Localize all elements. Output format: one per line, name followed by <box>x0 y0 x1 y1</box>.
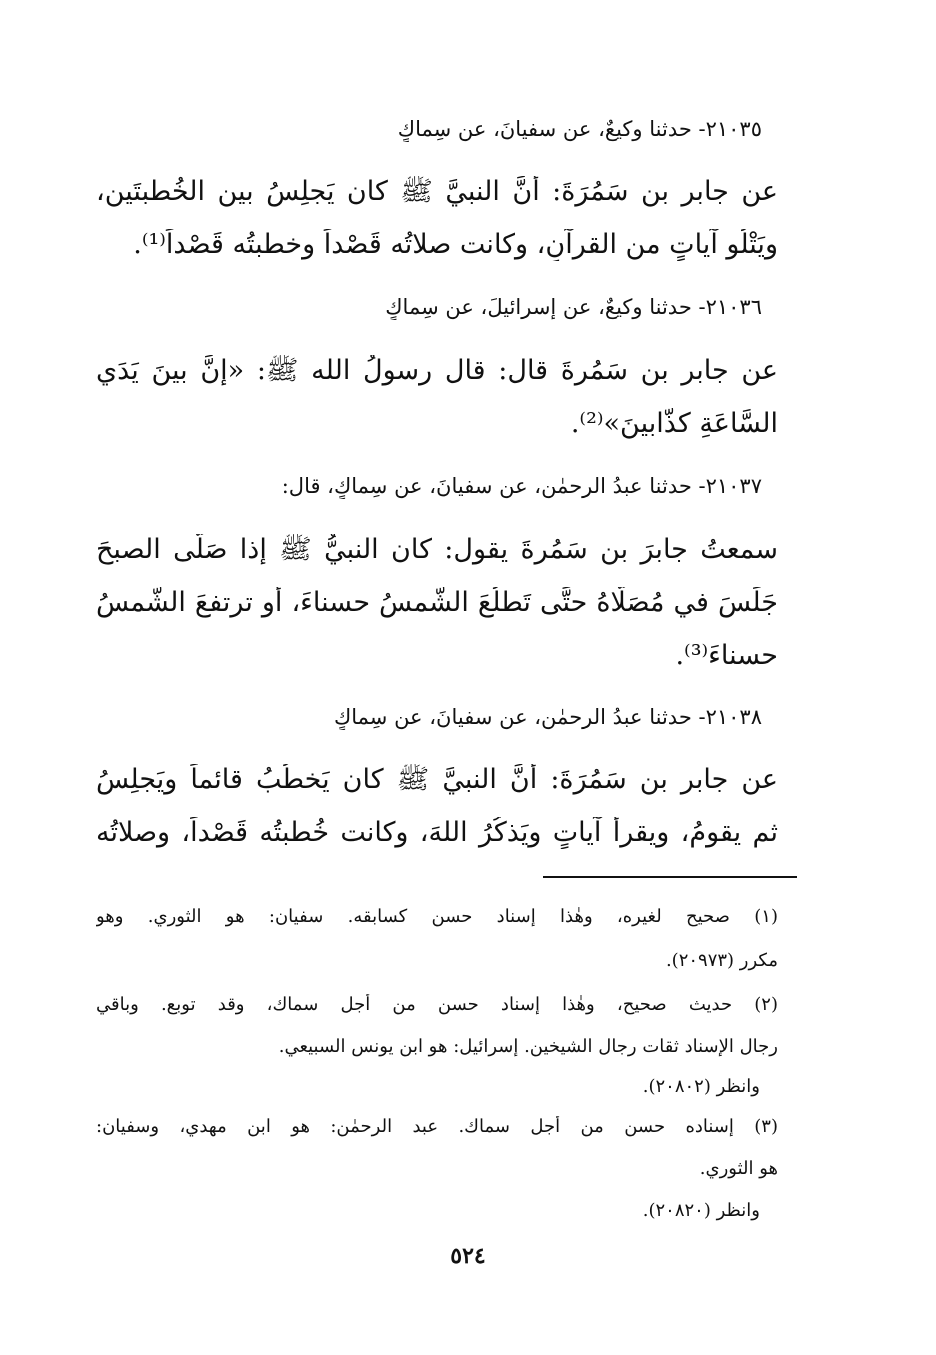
hadith-21037-isnad: ٢١٠٣٧- حدثنا عبدُ الرحمٰن، عن سفيانَ، عن سِماكٍ، قال: <box>281 474 762 498</box>
hadith-21035-line-1: عن جابر بن سَمُرَةَ: أنَّ النبيَّ ﷺ كان يَجلِسُ بين الخُطبتَينِ، <box>96 176 778 207</box>
footnote-2-line-3: وانظر (٢٠٨٠٢). <box>642 1076 760 1097</box>
hadith-21038-line-2: ثم يقومُ، ويقرأُ آياتٍ ويَذكُرُ اللهَ، وكانت خُطبتُه قَصْداً، وصلاتُه <box>96 817 778 848</box>
hadith-21036-isnad: ٢١٠٣٦- حدثنا وكيعٌ، عن إسرائيلَ، عن سِماكٍ <box>385 295 762 319</box>
hadith-21036-line-1: عن جابر بن سَمُرةَ قال: قال رسولُ الله ﷺ: «إنَّ بينَ يَدَي <box>96 355 778 386</box>
hadith-21038-line-1: عن جابر بن سَمُرَةَ: أنَّ النبيَّ ﷺ كان يَخطُبُ قائماً ويَجلِسُ <box>96 764 778 795</box>
footnote-divider <box>543 876 797 878</box>
footnote-2-line-1: (٢) حديث صحيح، وهٰذا إسناد حسن من أجل سماك، وقد توبع. وباقي <box>96 994 778 1015</box>
footnote-2-line-2: رجال الإسناد ثقات رجال الشيخين. إسرائيل: هو ابن يونس السبيعي. <box>278 1036 778 1057</box>
footnote-3-line-3: وانظر (٢٠٨٢٠). <box>642 1200 760 1221</box>
hadith-21037-line-3: حسناءَ⁽³⁾. <box>675 640 778 671</box>
footnote-1-line-1: (١) صحيح لغيره، وهٰذا إسناد حسن كسابقه. سفيان: هو الثوري. وهو <box>96 906 778 927</box>
footnote-1-line-2: مكرر (٢٠٩٧٣). <box>665 950 778 971</box>
page-number: ٥٢٤ <box>450 1243 486 1269</box>
footnote-3-line-1: (٣) إسناده حسن من أجل سماك. عبد الرحمٰن: هو ابن مهدي، وسفيان: <box>96 1116 778 1137</box>
hadith-21035-line-2: ويَتْلُو آياتٍ من القرآنِ، وكانت صلاتُه قَصْداً وخطبتُه قَصْداً⁽¹⁾. <box>133 229 778 260</box>
hadith-21037-line-2: جَلَسَ في مُصَلَّاهُ حتَّى تَطلُعَ الشَّمسُ حسناءَ، أو ترتفعَ الشَّمسُ <box>96 587 778 618</box>
hadith-21035-isnad: ٢١٠٣٥- حدثنا وكيعٌ، عن سفيانَ، عن سِماكٍ <box>397 117 762 141</box>
footnote-3-line-2: هو الثوري. <box>699 1158 778 1179</box>
hadith-21037-line-1: سمعتُ جابرَ بن سَمُرةَ يقول: كان النبيُّ ﷺ إذا صَلَّى الصبحَ <box>96 534 778 565</box>
hadith-21036-line-2: السَّاعَةِ كذَّابينَ»⁽²⁾. <box>570 408 778 439</box>
hadith-21038-isnad: ٢١٠٣٨- حدثنا عبدُ الرحمٰن، عن سفيانَ، عن سِماكٍ <box>333 705 762 729</box>
